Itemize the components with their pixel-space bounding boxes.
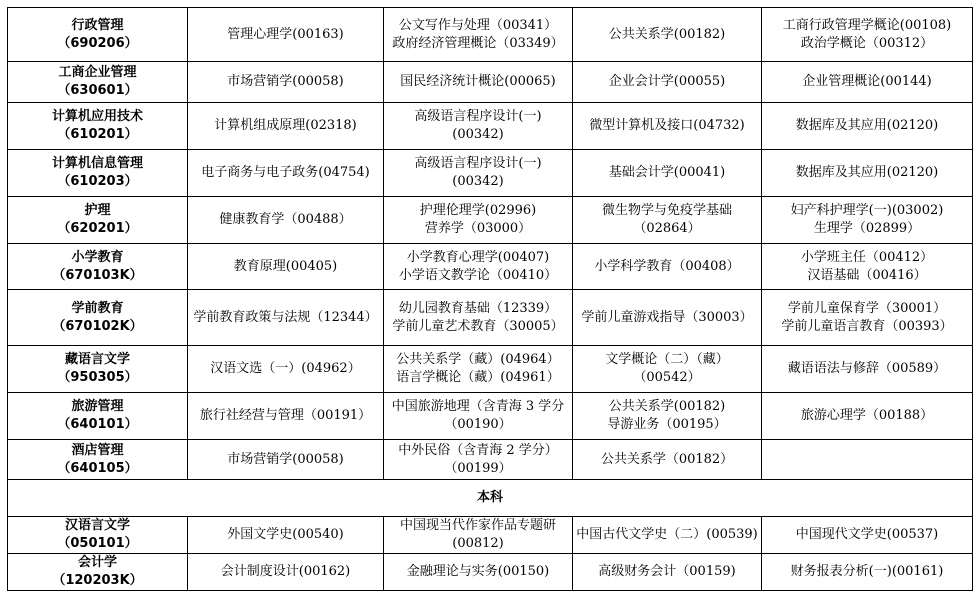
course-cell: [762, 244, 973, 290]
course-line: 高级财务会计（00159): [598, 564, 736, 579]
major-name: 计算机应用技术: [51, 109, 143, 124]
course-cell: [188, 62, 384, 103]
course-cell: [384, 554, 573, 591]
course-line: 小学科学教育（00408）: [594, 258, 740, 274]
course-cell: [762, 197, 973, 244]
course-line: 基础会计学(00041): [608, 165, 726, 180]
major-cell: [8, 440, 188, 480]
table-row: [8, 554, 973, 591]
course-line: 公共关系学（藏）(04964）: [396, 352, 560, 367]
course-cell: [188, 346, 384, 393]
course-cell: [762, 346, 973, 393]
course-cell: [384, 62, 573, 103]
course-line: 财务报表分析(一)(00161): [790, 564, 944, 579]
table-row: [8, 440, 973, 480]
course-cell: [762, 393, 973, 440]
course-line: 生理学（02899）: [813, 221, 921, 236]
course-line: 高级语言程序设计(一): [414, 156, 542, 171]
course-line: 学前儿童艺术教育（30005）: [392, 318, 564, 334]
table-row: [8, 150, 973, 197]
course-cell: [188, 8, 384, 62]
major-name: 旅游管理: [71, 399, 124, 414]
course-cell: [762, 103, 973, 150]
course-line: 外国文学史(00540): [227, 527, 344, 542]
course-line: 计算机组成原理(02318): [214, 118, 357, 133]
table-row: [8, 244, 973, 290]
course-line: 中国现当代作家作品专题研: [399, 518, 556, 533]
major-code: （630601）: [57, 83, 138, 98]
major-code: （670102K）: [52, 318, 143, 334]
major-cell: [8, 62, 188, 103]
course-line: 公共关系学(00182): [608, 399, 726, 414]
course-cell: [188, 103, 384, 150]
course-line: 公文写作与处理（00341）: [398, 17, 558, 33]
course-cell: [762, 8, 973, 62]
course-line: 中国旅游地理（含青海 3 学分: [391, 399, 565, 414]
course-line: （00190）: [444, 417, 512, 432]
major-cell: [8, 346, 188, 393]
course-cell: [188, 440, 384, 480]
table-row: [8, 62, 973, 103]
course-line: 幼儿园教育基础（12339）: [398, 300, 558, 316]
course-line: 旅游心理学（00188）: [800, 408, 934, 423]
major-name: 汉语言文学: [64, 518, 130, 533]
exam-course-table: [7, 7, 973, 591]
course-line: 小学班主任（00412）: [800, 249, 934, 265]
course-line: 政府经济管理概论（03349）: [392, 35, 564, 51]
course-cell: [384, 517, 573, 554]
course-line: 公共关系学（00182）: [600, 451, 734, 467]
course-line: 市场营销学(00058): [227, 451, 344, 467]
course-line: 市场营销学(00058): [227, 74, 344, 89]
course-line: 旅行社经营与管理（00191）: [199, 408, 372, 423]
course-line: 中国现代文学史(00537): [795, 527, 939, 542]
course-cell: [384, 103, 573, 150]
course-line: 小学语文教学论（00410）: [398, 267, 558, 283]
course-cell: [573, 197, 762, 244]
zhuanke-rows: [8, 8, 973, 480]
course-line: 学前儿童保育学（30001）: [787, 300, 947, 316]
major-cell: [8, 393, 188, 440]
major-cell: [8, 103, 188, 150]
course-line: 国民经济统计概论(00065): [400, 74, 556, 89]
course-cell: [573, 244, 762, 290]
course-cell: [573, 554, 762, 591]
major-code: （620201）: [57, 221, 138, 236]
course-line: 小学教育心理学(00407): [406, 249, 550, 265]
course-line: 藏语语法与修辞（00589）: [787, 361, 947, 376]
course-cell: [573, 103, 762, 150]
course-cell: [384, 150, 573, 197]
course-cell: [188, 393, 384, 440]
course-line: 营养学（03000）: [424, 221, 532, 236]
course-cell: [384, 197, 573, 244]
table-row: [8, 103, 973, 150]
course-cell: [762, 517, 973, 554]
course-cell: [384, 393, 573, 440]
course-line: 数据库及其应用(02120): [795, 165, 939, 180]
course-cell: [762, 62, 973, 103]
major-code: （950305）: [57, 370, 138, 385]
course-line: 电子商务与电子政务(04754): [201, 165, 370, 180]
course-cell: [573, 150, 762, 197]
course-line: （00542）: [633, 370, 701, 385]
major-code: （690206）: [57, 35, 138, 51]
course-cell: [573, 290, 762, 346]
course-line: 数据库及其应用(02120): [795, 118, 939, 133]
course-line: 教育原理(00405): [233, 258, 338, 274]
table-row: [8, 517, 973, 554]
major-code: （120203K）: [52, 573, 143, 588]
course-line: 中国古代文学史（二）(00539): [576, 527, 758, 542]
table-row: [8, 8, 973, 62]
course-line: 导游业务（00195）: [607, 417, 727, 432]
major-code: （640101）: [57, 417, 138, 432]
course-line: (00342): [452, 174, 504, 189]
course-line: 学前儿童语言教育（00393）: [781, 318, 953, 334]
course-line: 健康教育学（00488）: [219, 212, 352, 227]
course-line: （00199）: [444, 460, 512, 476]
course-cell: [188, 197, 384, 244]
course-cell: [762, 290, 973, 346]
course-cell: [188, 244, 384, 290]
major-code: （670103K）: [52, 267, 143, 283]
course-cell: [384, 346, 573, 393]
course-line: 汉语基础（00416）: [807, 267, 927, 283]
major-name: 护理: [84, 203, 111, 218]
course-line: （02864）: [633, 221, 701, 236]
benke-rows: [8, 517, 973, 591]
course-cell: [762, 440, 973, 480]
major-name: 行政管理: [71, 17, 124, 33]
course-line: 公共关系学(00182): [608, 26, 726, 42]
major-name: 藏语言文学: [64, 352, 130, 367]
course-cell: [573, 440, 762, 480]
course-line: 企业管理概论(00144): [802, 74, 932, 89]
major-cell: [8, 197, 188, 244]
major-cell: [8, 8, 188, 62]
course-line: 工商行政管理学概论(00108): [782, 17, 952, 33]
course-cell: [762, 554, 973, 591]
table-row: [8, 290, 973, 346]
major-code: （050101）: [57, 536, 138, 551]
course-line: 政治学概论（00312）: [800, 35, 934, 51]
course-line: 语言学概论（藏）(04961）: [396, 370, 560, 385]
course-line: 汉语文选（一）(04962）: [210, 361, 361, 376]
course-line: (00812): [452, 536, 504, 551]
course-cell: [384, 8, 573, 62]
course-line: 学前儿童游戏指导（30003）: [581, 309, 753, 325]
course-cell: [384, 440, 573, 480]
course-line: 妇产科护理学(一)(03002): [790, 203, 944, 218]
major-name: 学前教育: [71, 300, 124, 316]
major-name: 会计学: [77, 555, 117, 570]
course-cell: [573, 517, 762, 554]
course-line: 文学概论（二）（藏）: [605, 352, 729, 367]
course-cell: [188, 517, 384, 554]
course-cell: [188, 290, 384, 346]
course-line: 微生物学与免疫学基础: [601, 203, 732, 218]
course-line: 微型计算机及接口(04732): [589, 118, 745, 133]
major-cell: [8, 244, 188, 290]
major-cell: [8, 554, 188, 591]
table-row: [8, 393, 973, 440]
major-name: 小学教育: [71, 249, 124, 265]
major-code: （610201）: [57, 127, 138, 142]
section-benke: [8, 480, 973, 517]
course-cell: [188, 554, 384, 591]
table-row: [8, 197, 973, 244]
major-name: 计算机信息管理: [51, 156, 143, 171]
major-name: 酒店管理: [71, 442, 124, 458]
course-line: 学前教育政策与法规（12344）: [193, 309, 378, 325]
course-cell: [188, 150, 384, 197]
major-cell: [8, 150, 188, 197]
course-cell: [573, 393, 762, 440]
major-code: （610203）: [57, 174, 138, 189]
course-cell: [573, 8, 762, 62]
course-line: 中外民俗（含青海 2 学分）: [398, 442, 558, 458]
major-name: 工商企业管理: [58, 65, 137, 80]
course-line: 金融理论与实务(00150): [406, 564, 550, 579]
course-line: 管理心理学(00163): [227, 26, 344, 42]
course-line: 会计制度设计(00162): [220, 564, 351, 579]
major-code: （640105）: [57, 460, 138, 476]
course-cell: [573, 346, 762, 393]
section-label: 本科: [8, 480, 973, 517]
course-line: 高级语言程序设计(一): [414, 109, 542, 124]
course-cell: [762, 150, 973, 197]
course-line: 护理伦理学(02996): [419, 203, 537, 218]
section-row: [8, 480, 973, 517]
course-cell: [384, 244, 573, 290]
major-cell: [8, 517, 188, 554]
course-line: (00342): [452, 127, 504, 142]
major-cell: [8, 290, 188, 346]
course-line: 企业会计学(00055): [608, 74, 726, 89]
table-row: [8, 346, 973, 393]
course-cell: [384, 290, 573, 346]
course-cell: [573, 62, 762, 103]
